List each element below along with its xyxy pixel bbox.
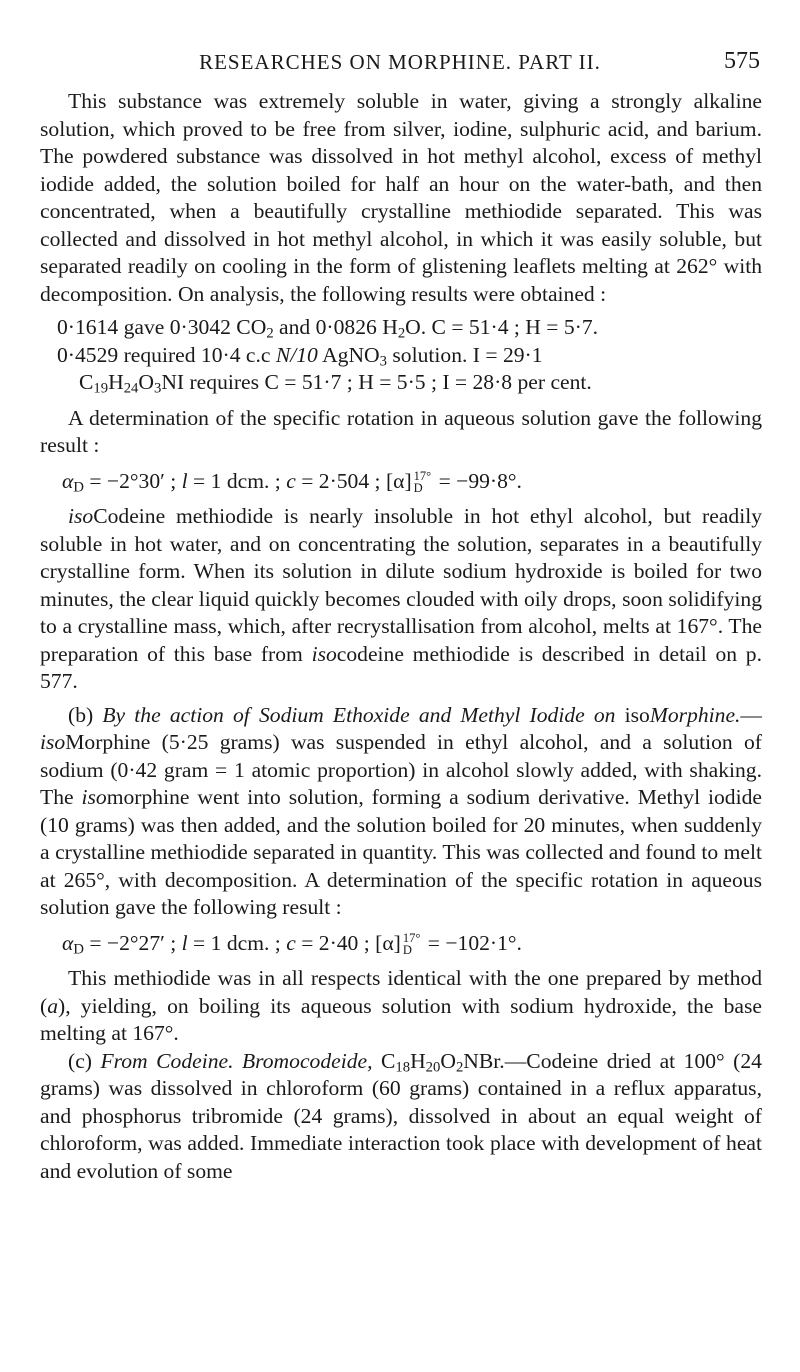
rotation-equation-1: $\alpha_D = -2^\circ 30'$ ; l = 1 dcm. ; c = 2·504 ; [α] 17° D = −99·8°. (62, 468, 522, 496)
page-header (40, 44, 760, 80)
section-c-title: From Codeine. Bromocodeide, (100, 1048, 373, 1073)
analysis-line-3: $C_{19}H_{24}O_3NI$ requires C = 51·7 ; H = 5·5 ; I = 28·8 per cent. (79, 370, 592, 397)
page-number: 575 (724, 48, 760, 74)
paragraph-identity: This methiodide was in all respects identical with the one prepared by method (a), yielding, on boiling its aqueous solution with sodium hydroxide, the base melting at 167°. (40, 966, 762, 1045)
paragraph-rotation-intro: A determination of the specific rotation in aqueous solution gave the following result : (40, 405, 762, 457)
page-body (40, 88, 762, 1185)
running-head: RESEARCHES ON MORPHINE. PART II. (199, 50, 601, 74)
paragraph-isocodeine-methiodide: isoCodeine methiodide is nearly insoluble in hot ethyl alcohol, but readily soluble in hot water, and on concentrating the solution, separates in a beautifully crystalline form. When its solution in dilute sodium hydroxide is boiled for two minutes, the clear liquid quickly becomes clouded with oily drops, soon solidifying to a crystalline mass, which, after recrystallisation from alcohol, melts at 167°. The preparation of this base from isocodeine methiodide is described in detail on p. 577. (40, 504, 762, 693)
analysis-line-1: 0·1614 gave 0·3042 $CO_2$ and 0·0826 $H_2O$. C = 51·4 ; H = 5·7. (57, 315, 599, 342)
paragraph-section-c: (c) From Codeine. Bromocodeide, $C_{18}H_{20}O_2NBr.—Codeine$ dried at 100° (24 grams) was dissolved in chloroform (60 grams) contained in a reflux apparatus, and phosphorus tribromide (24 grams), dissolved in about an equal weight of chloroform, was added. Immediate interaction took place with development of heat and evolution of some (40, 1048, 762, 1183)
section-b-title: By the action of Sodium Ethoxide and Methyl Iodide on (102, 702, 625, 727)
rotation-equation-2: $\alpha_D = -2^\circ 27'$ ; l = 1 dcm. ; c = 2·40 ; [α] 17° D = −102·1°. (62, 930, 522, 958)
paragraph-methiodide-preparation: This substance was extremely soluble in water, giving a strongly alkaline solution, which proved to be free from silver, iodine, sulphuric acid, and barium. The powdered substance was dissolved in hot methyl alcohol, excess of methyl iodide added, the solution boiled for half an hour on the water-bath, and then concentrated, when a beautifully crystalline methiodide separated. This was collected and dissolved in hot methyl alcohol, in which it was easily soluble, but separated readily on cooling in the form of glistening leaflets melting at 262° with decomposition. On analysis, the following results were obtained : (40, 89, 762, 306)
paragraph-section-b: (b) By the action of Sodium Ethoxide and Methyl Iodide on isoMorphine.—isoMorphine (5·25 grams) was suspended in ethyl alcohol, and a solution of sodium (0·42 gram = 1 atomic proportion) in alcohol slowly added, with shaking. The isomorphine went into solution, forming a sodium derivative. Methyl iodide (10 grams) was then added, and the solution boiled for 20 minutes, when suddenly a crystalline methiodide separated in quantity. This was collected and found to melt at 265°, with decomposition. A determination of the specific rotation in aqueous solution gave the following result : (40, 702, 763, 919)
analysis-line-2: 0·4529 required 10·4 c.c N/10 AgNO$_3$ solution. I = 29·1 (57, 342, 543, 370)
analysis-results (57, 314, 762, 397)
